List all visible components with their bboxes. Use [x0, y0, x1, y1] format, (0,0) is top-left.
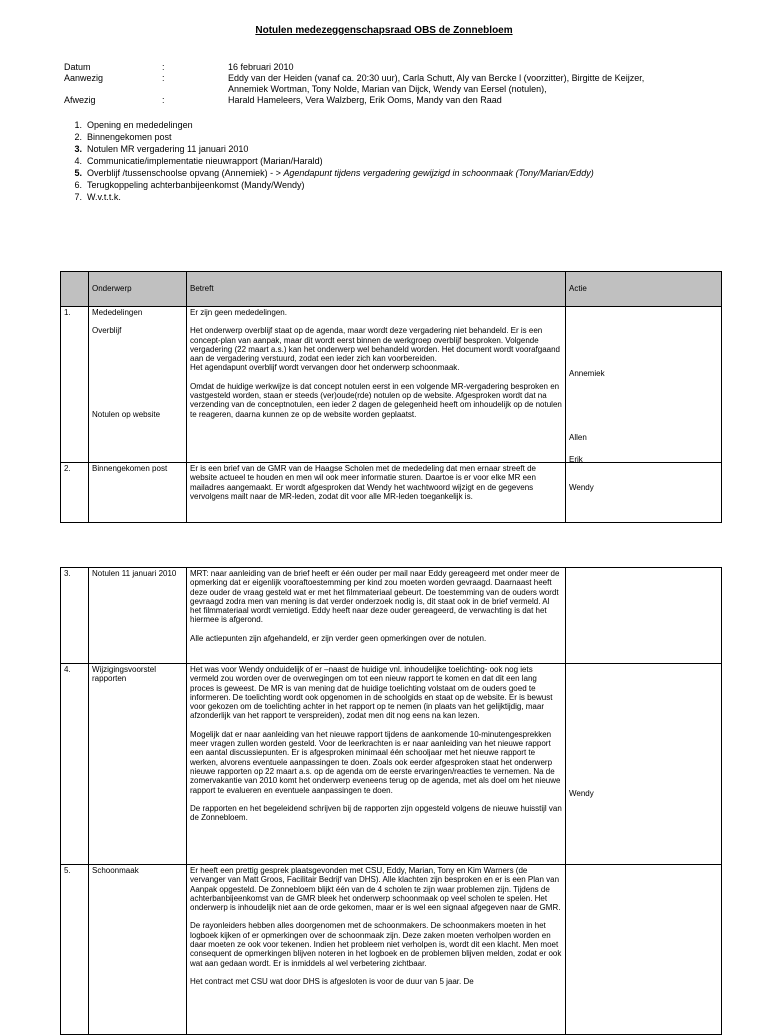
- agenda-text: W.v.t.t.k.: [87, 192, 121, 202]
- header-cell-nr: [61, 272, 89, 307]
- row-onderwerp: Notulen 11 januari 2010: [89, 568, 187, 664]
- actie-item: Wendy: [569, 789, 594, 798]
- row-onderwerp: Wijzigingsvoorstel rapporten: [89, 664, 187, 865]
- agenda-text: [87, 167, 594, 179]
- row-number: 3.: [61, 568, 89, 664]
- agenda-number: 5.: [74, 168, 82, 178]
- agenda-number: 7.: [74, 192, 82, 202]
- agenda-text: Opening en mededelingen: [87, 120, 193, 130]
- row-betreft: [187, 664, 566, 865]
- row-betreft: [187, 307, 566, 463]
- agenda-item: [64, 155, 754, 167]
- row-betreft: [187, 865, 566, 1035]
- agenda-item: [64, 167, 754, 179]
- meta-key: Aanwezig: [64, 73, 104, 83]
- minutes-table-2: [60, 567, 722, 1035]
- row-betreft: Er is een brief van de GMR van de Haagse Scholen met de mededeling dat men ernaar streeft de website actueel te houden en men wil ook meer informatie sturen. Daartoe is er voor elke MR een mailadres aangemaakt. Er wordt afgesproken dat Wendy het wachtwoord wijzigt en de gegevens vervolgens mailt naar de MR-leden, zodat dit voor alle MR-leden toegankelijk is.: [187, 463, 566, 523]
- meta-key: Datum: [64, 62, 91, 72]
- row-actie: [566, 865, 722, 1035]
- header-cell-betreft: Betreft: [187, 272, 566, 307]
- table-row: [61, 463, 722, 523]
- table-row: [61, 307, 722, 463]
- row-betreft: [187, 568, 566, 664]
- meta-row-afwezig: [64, 95, 744, 106]
- row-onderwerp: Binnengekomen post: [89, 463, 187, 523]
- table-row: [61, 568, 722, 664]
- row-number: 1.: [61, 307, 89, 463]
- meta-value-line: Eddy van der Heiden (vanaf ca. 20:30 uur), Carla Schutt, Aly van Bercke l (voorzitter), Birgitte de Keijzer,: [228, 73, 645, 83]
- meta-key: Afwezig: [64, 95, 96, 105]
- agenda-text-italic: Agendapunt tijdens vergadering gewijzigd in schoonmaak (Tony/Marian/Eddy): [283, 168, 594, 178]
- table-row: [61, 865, 722, 1035]
- agenda-item: [64, 119, 754, 131]
- agenda-number: 2.: [74, 132, 82, 142]
- betreft-paragraph: Mogelijk dat er naar aanleiding van het nieuwe rapport tijdens de aankomende 10-minutengesprekken meer vragen zullen worden gesteld. Voor de leerkrachten is er naar aanleiding van het nieuwe rapport een aantal discussiepunten. Er is afgesproken minimaal één schooljaar met het nieuwe rapport te werken, alvorens eventuele aanpassingen te doen. Zoals ook eerder afgesproken staat het onderwerp nieuwe rapporten op 22 maart a.s. op de agenda om de eerste ervaringen/reacties te vernemen. Na de zomervakantie van 2010 komt het onderwerp eveneens terug op de agenda, met als doel om het nieuwe rapport te evalueren en eventuele aanpassingen te doen.: [190, 729, 561, 795]
- betreft-paragraph: De rayonleiders hebben alles doorgenomen met de schoonmakers. De schoonmakers moeten in het logboek kijken of er opmerkingen over de schoonmaak zijn. Deze zaken moeten verholpen worden en daar moeten ze ook voor tekenen. Indien het probleem niet verholpen is, wordt dit een klacht. Men moet consequent de opmerkingen blijven noteren in het logboek en de problemen blijven melden, zodat er ook wat aan gedaan wordt. Er is inmiddels al wel verbetering zichtbaar.: [190, 921, 562, 968]
- agenda-number: 1.: [74, 120, 82, 130]
- meta-value-line: Annemiek Wortman, Tony Nolde, Marian van Dijck, Wendy van Eersel (notulen),: [228, 84, 547, 94]
- agenda-text: Terugkoppeling achterbanbijeenkomst (Mandy/Wendy): [87, 180, 305, 190]
- agenda-item: [64, 143, 754, 155]
- agenda-text-plain: Overblijf /tussenschoolse opvang (Annemiek) - >: [87, 168, 284, 178]
- table-row: [61, 664, 722, 865]
- meta-value: 16 februari 2010: [228, 62, 294, 72]
- row-actie: [566, 664, 722, 865]
- agenda-number: 4.: [74, 156, 82, 166]
- agenda-text: Notulen MR vergadering 11 januari 2010: [87, 144, 249, 154]
- minutes-table-1: [60, 271, 722, 523]
- meta-value: Harald Hameleers, Vera Walzberg, Erik Ooms, Mandy van den Raad: [228, 95, 502, 105]
- row-number: 4.: [61, 664, 89, 865]
- table-header-row: [61, 272, 722, 307]
- betreft-paragraph: Er zijn geen mededelingen.: [190, 308, 287, 317]
- agenda-list: [64, 119, 754, 203]
- actie-item: Annemiek: [569, 369, 605, 378]
- row-actie: [566, 568, 722, 664]
- meta-row-aanwezig: [64, 73, 744, 95]
- meta-colon: :: [162, 62, 165, 72]
- betreft-paragraph: Alle actiepunten zijn afgehandeld, er zijn verder geen opmerkingen over de notulen.: [190, 633, 487, 643]
- meta-row-datum: [64, 62, 744, 73]
- actie-item: Erik: [569, 455, 583, 464]
- betreft-paragraph: Het onderwerp overblijf staat op de agenda, maar wordt deze vergadering niet behandeld. Er is een concept-plan van aanpak, maar dit wordt eerst binnen de werkgroep overblijf besproken. Volgende vergadering (22 maart a.s.) kan het onderwerp wel behandeld worden. Het document wordt voorafgaand aan de vergadering verstuurd, zodat een ieder zich kan voorbereiden. Het agendapunt overblijf wordt vervangen door het onderwerp schoonmaak.: [190, 326, 560, 373]
- row-onderwerp: Schoonmaak: [89, 865, 187, 1035]
- agenda-item: [64, 191, 754, 203]
- betreft-paragraph: De rapporten en het begeleidend schrijven bij de rapporten zijn opgesteld volgens de nieuwe huisstijl van de Zonnebloem.: [190, 803, 562, 823]
- betreft-paragraph: Er heeft een prettig gesprek plaatsgevonden met CSU, Eddy, Marian, Tony en Kim Warners (de vervanger van Matt Groos, Facilitair Bedrijf van DHS). Alle klachten zijn besproken en er is een Plan van Aanpak opgesteld. De Zonnebloem blijkt één van de 4 scholen te zijn waar problemen zijn. Tijdens de achterbanbijeenkomst van de GMR bleek het onderwerp schoonmaak op veel scholen te spelen. Het onderwerp is inhoudelijk niet aan de orde gekomen, maar er is wel een signaal afgegeven naar de GMR.: [190, 866, 561, 913]
- row-number: 2.: [61, 463, 89, 523]
- betreft-paragraph: Omdat de huidige werkwijze is dat concept notulen eerst in een volgende MR-vergadering besproken en vastgesteld worden, staan er steeds (ver)oude(rde) notulen op de website. Afgesproken wordt dat na verzending van de conceptnotulen, een ieder 2 dagen de gelegenheid heeft om inhoudelijk op de notulen te reageren, daarna kunnen ze op de website worden geplaatst.: [190, 381, 562, 419]
- onderwerp-item: Overblijf: [92, 326, 122, 336]
- agenda-item: [64, 179, 754, 191]
- agenda-number: 3.: [74, 144, 82, 154]
- meta-colon: :: [162, 73, 165, 83]
- agenda-number: 6.: [74, 180, 82, 190]
- header-cell-actie: Actie: [566, 272, 722, 307]
- meta-block: [64, 62, 744, 106]
- actie-item: Allen: [569, 433, 587, 442]
- betreft-paragraph: Het contract met CSU wat door DHS is afgesloten is voor de duur van 5 jaar. De: [190, 976, 474, 986]
- agenda-item: [64, 131, 754, 143]
- row-actie: [566, 463, 722, 523]
- onderwerp-item: Mededelingen: [92, 308, 143, 317]
- actie-item: Wendy: [569, 483, 594, 492]
- meta-colon: :: [162, 95, 165, 105]
- header-cell-onderwerp: Onderwerp: [89, 272, 187, 307]
- agenda-text: Binnengekomen post: [87, 132, 172, 142]
- agenda-text: Communicatie/implementatie nieuwrapport (Marian/Harald): [87, 156, 323, 166]
- betreft-paragraph: MRT: naar aanleiding van de brief heeft er één ouder per mail naar Eddy gereageerd met onder meer de opmerking dat er eigenlijk vooraftoestemming per kind zou moeten worden gevraagd. Daarnaast heeft deze ouder de vraag gesteld wat er met het filmmateriaal gebeurt. De toestemming van de ouders wordt gevraagd zodra men van mening is dat verder onderzoek nodig is, dit staat ook in de brief vermeld. Al het filmmateriaal wordt vernietigd. Eddy heeft naar deze ouder gereageerd, de verwachting is dat het hiermee is afgerond.: [190, 569, 560, 625]
- document-title: Notulen medezeggenschapsraad OBS de Zonnebloem: [255, 25, 513, 36]
- meta-value: [228, 73, 728, 95]
- row-actie: [566, 307, 722, 463]
- onderwerp-item: Notulen op website: [92, 409, 161, 419]
- row-number: 5.: [61, 865, 89, 1035]
- row-onderwerp: [89, 307, 187, 463]
- betreft-paragraph: Het was voor Wendy onduidelijk of er –naast de huidige vnl. inhoudelijke toelichting- ook nog iets vermeld zou worden over de overwegingen om tot een nieuw rapport te komen en dat dit een lang proces is geweest. De MR is van mening dat de huidige toelichting volstaat om de ouders goed te informeren. De toelichting wordt ook opgenomen in de schoolgids en staat op de website. Er is bewust voor gekozen om de toelichting achter in het rapport op te nemen (in plaats van het gelijktijdig, maar afzonderlijk van het rapport te verspreiden), zodat men dit nog eens na kan lezen.: [190, 665, 553, 721]
